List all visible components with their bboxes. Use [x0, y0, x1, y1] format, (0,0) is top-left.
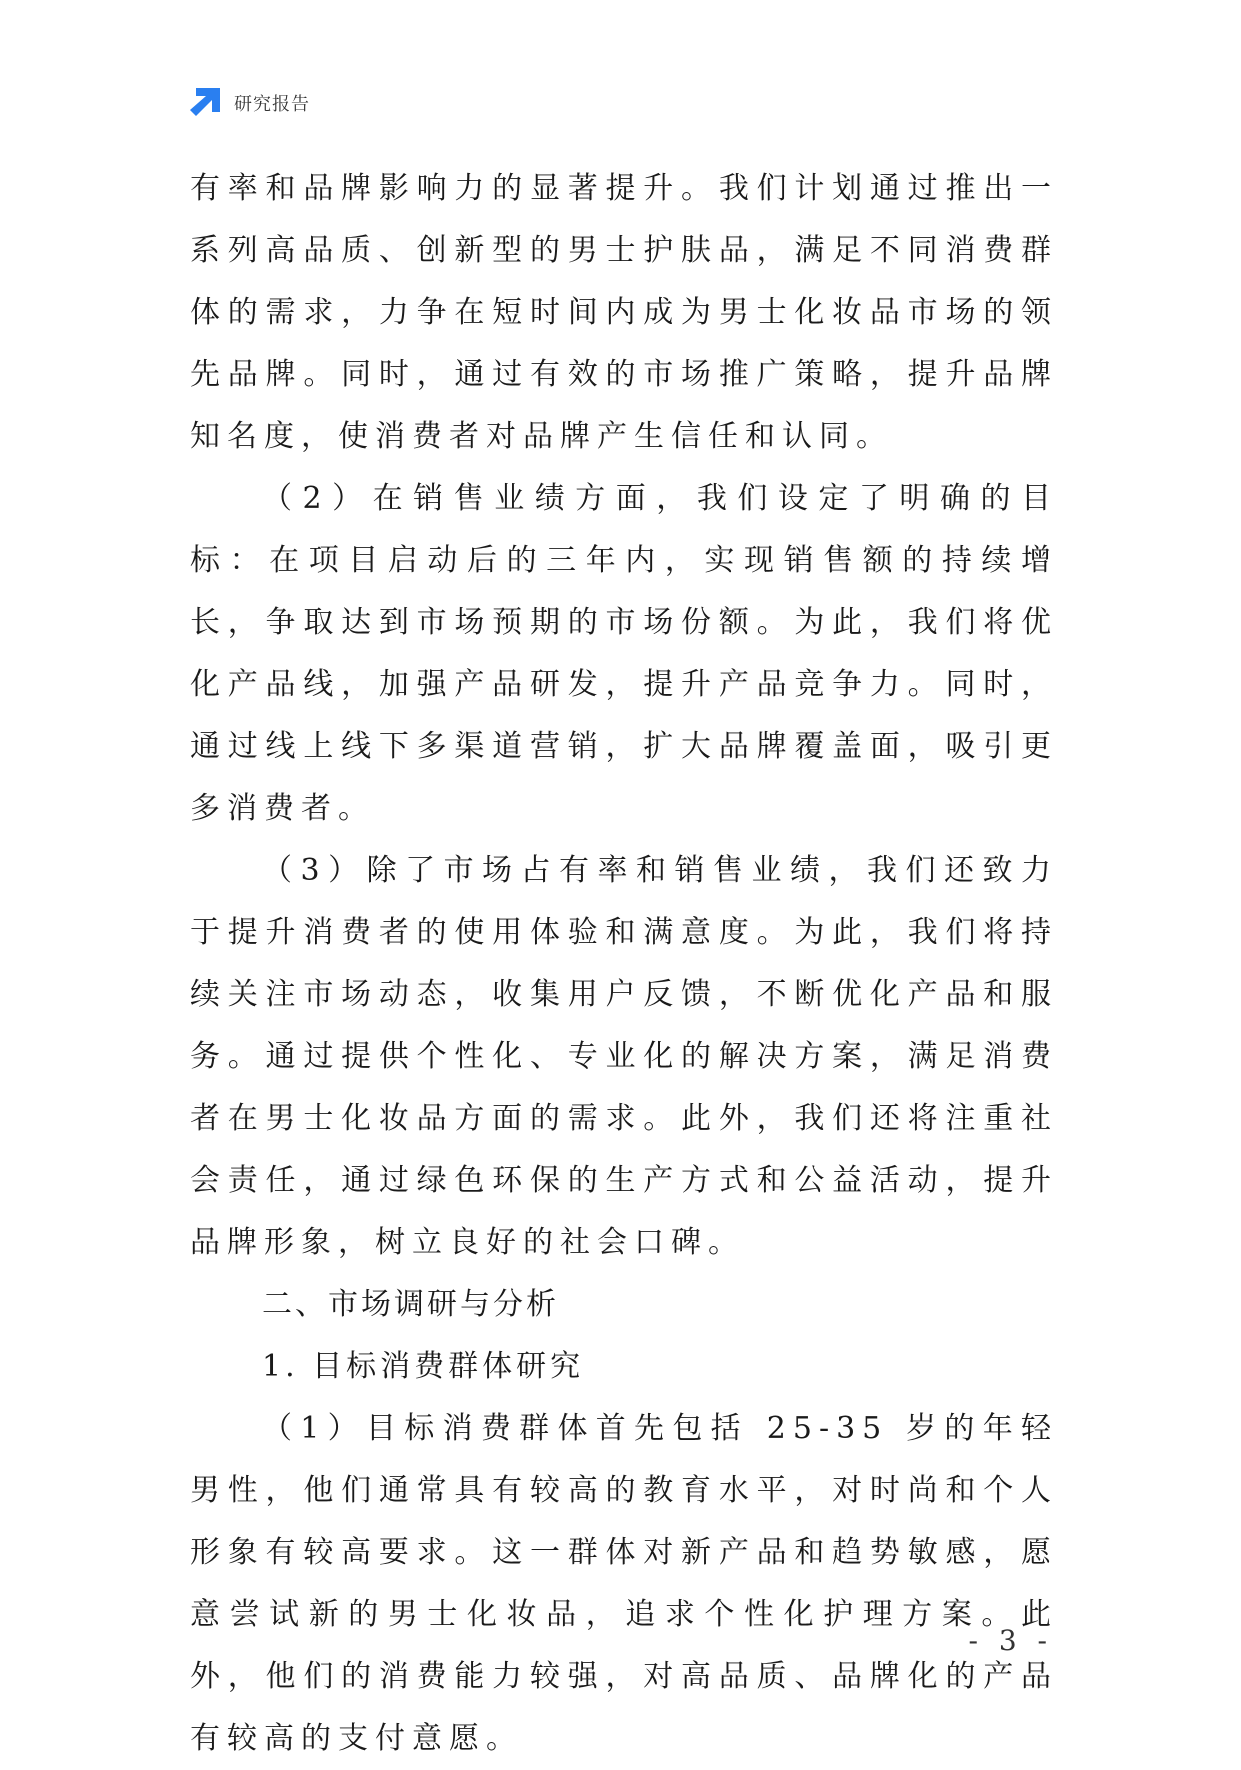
- page-header: [190, 88, 310, 118]
- paragraph-continued: 有率和品牌影响力的显著提升。我们计划通过推出一系列高品质、创新型的男士护肤品，满足不同消费群体的需求，力争在短时间内成为男士化妆品市场的领先品牌。同时，通过有效的市场推广策略，提升品牌知名度，使消费者对品牌产生信任和认同。: [190, 171, 1058, 454]
- page-number: - 3 -: [968, 1624, 1053, 1657]
- document-body: [190, 158, 1058, 1770]
- paragraph-satisfaction-goal: （3）除了市场占有率和销售业绩，我们还致力于提升消费者的使用体验和满意度。为此，我们将持续关注市场动态，收集用户反馈，不断优化产品和服务。通过提供个性化、专业化的解决方案，满足消费者在男士化妆品方面的需求。此外，我们还将注重社会责任，通过绿色环保的生产方式和公益活动，提升品牌形象，树立良好的社会口碑。: [190, 853, 1058, 1260]
- paragraph-target-consumers: （1）目标消费群体首先包括 25-35 岁的年轻男性，他们通常具有较高的教育水平，对时尚和个人形象有较高要求。这一群体对新产品和趋势敏感，愿意尝试新的男士化妆品，追求个性化护理方案。此外，他们的消费能力较强，对高品质、品牌化的产品有较高的支付意愿。: [190, 1411, 1058, 1756]
- header-title: 研究报告: [234, 94, 310, 115]
- section-heading: 二、市场调研与分析: [262, 1287, 559, 1322]
- subsection-heading: 1. 目标消费群体研究: [262, 1349, 585, 1384]
- arrow-up-right-logo-icon: [190, 88, 220, 118]
- paragraph-sales-goal: （2）在销售业绩方面，我们设定了明确的目标：在项目启动后的三年内，实现销售额的持续增长，争取达到市场预期的市场份额。为此，我们将优化产品线，加强产品研发，提升产品竞争力。同时，通过线上线下多渠道营销，扩大品牌覆盖面，吸引更多消费者。: [190, 481, 1058, 826]
